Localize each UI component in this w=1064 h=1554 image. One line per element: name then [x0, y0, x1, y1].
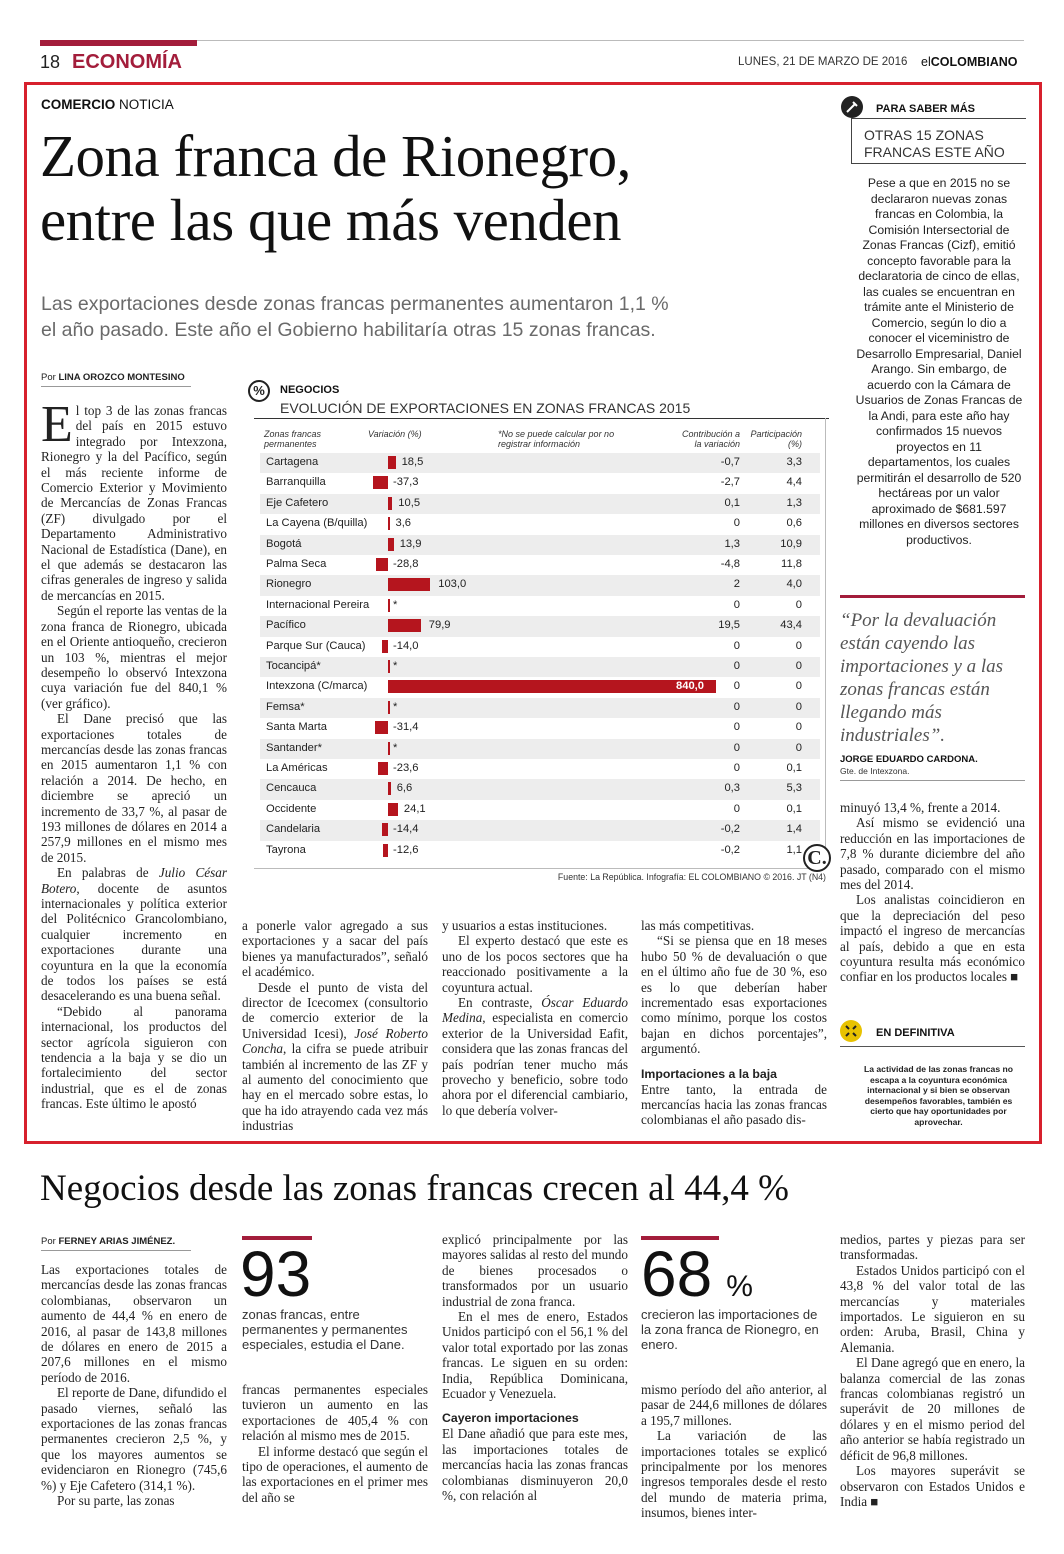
stat2-text: crecieron las importaciones de la zona franca de Rionegro, en enero. — [641, 1307, 819, 1352]
chart-row — [260, 473, 820, 493]
chart-row — [260, 514, 820, 534]
variation-label: * — [393, 700, 398, 713]
subhead-imports-fell: Cayeron importaciones — [442, 1411, 579, 1426]
share-value: 0,1 — [786, 802, 802, 815]
variation-label: -14,4 — [393, 823, 419, 836]
share-value: 3,3 — [786, 456, 802, 468]
share-value: 11,8 — [781, 558, 802, 570]
issue-date: LUNES, 21 DE MARZO DE 2016 — [738, 56, 908, 68]
row-zone-name: Pacífico — [266, 619, 306, 632]
chart-row — [260, 575, 820, 595]
exports-chart — [244, 378, 826, 884]
article2-column-1: Las exportaciones totales de mercancías desde las zonas francas colombianas, observaron un aumento de 44,4 % en enero de 2016, al pasar de 143,8 millones de dólares en enero de 2015 a 207,6 millones en el mismo período de 2016. El reporte de Dane, difundido el pasado viernes, señaló las exportaciones de las zonas francas permanentes crecieron 2,5 %, y que los mayores aumentos se evidenciaron en Rionegro (745,6 %) y Eje Cafetero (314,1 %). Por su parte, las zonas — [41, 1262, 227, 1509]
contribution-value: -4,8 — [720, 558, 740, 570]
contribution-value: 1,3 — [724, 537, 740, 550]
row-zone-name: Candelaria — [266, 823, 321, 836]
chart-row — [260, 453, 820, 473]
row-zone-name: Tocancipá* — [266, 660, 321, 672]
variation-bar — [376, 558, 388, 571]
share-value: 0,1 — [786, 762, 802, 774]
chart-row — [260, 494, 820, 514]
chart-row — [260, 779, 820, 799]
chart-row — [260, 841, 820, 861]
contribution-value: -0,7 — [720, 456, 740, 468]
variation-bar — [388, 517, 390, 530]
variation-label: 10,5 — [398, 496, 421, 509]
contribution-value: 0 — [733, 517, 740, 530]
variation-label: 18,5 — [401, 456, 424, 468]
variation-label: -28,8 — [393, 558, 419, 570]
sidebar-label: PARA SABER MÁS — [876, 103, 976, 115]
col-header-zone: Zonas francas permanentes — [264, 429, 322, 449]
chart-row — [260, 698, 820, 718]
pushpin-icon — [841, 96, 863, 118]
variation-bar — [388, 578, 430, 591]
byline: Por LINA OROZCO MONTESINO — [41, 372, 191, 387]
row-zone-name: Bogotá — [266, 537, 302, 550]
contribution-value: 0 — [733, 741, 740, 754]
share-value: 43,4 — [780, 619, 802, 632]
contribution-value: -0,2 — [720, 843, 740, 856]
variation-label: * — [393, 660, 398, 672]
chart-kicker: NEGOCIOS — [280, 384, 340, 396]
variation-bar — [382, 823, 388, 836]
share-value: 0 — [795, 680, 802, 693]
variation-label: * — [393, 598, 398, 611]
share-value: 0 — [795, 660, 802, 672]
section-accent-bar — [40, 40, 197, 46]
share-value: 0,6 — [786, 517, 802, 530]
subhead-imports: Importaciones a la baja — [641, 1066, 777, 1081]
variation-label: 13,9 — [399, 537, 422, 550]
contribution-value: 2 — [733, 578, 740, 591]
col-header-share: Participación (%) — [750, 429, 802, 449]
variation-label: 3,6 — [395, 517, 412, 530]
share-value: 0 — [795, 741, 802, 754]
contribution-value: 0 — [733, 700, 740, 713]
row-zone-name: Femsa* — [266, 700, 305, 713]
row-zone-name: Santa Marta — [266, 721, 327, 734]
share-value: 4,4 — [786, 476, 802, 489]
article-column-4: las más competitivas. “Si se piensa que en 18 meses hubo 50 % de devaluación o que en el último año fue de 30 %, eso es lo que deberían haber incrementado esas exportaciones como mínimo, porque los costos bajan en dichos porcentajes”, argumentó. Importaciones a la baja Entre tanto, la entrada de mercancías hacia las zonas francas colombianas el año pasado dis- — [641, 918, 827, 1128]
col-header-note: *No se puede calcular por no registrar información — [498, 429, 615, 449]
share-value: 0 — [795, 639, 802, 652]
row-zone-name: Rionegro — [266, 578, 312, 591]
share-value: 5,3 — [786, 782, 802, 795]
variation-label: 840,0 — [676, 680, 704, 693]
deck: Las exportaciones desde zonas francas permanentes aumentaron 1,1 % el año pasado. Este año el Gobierno habilitaría otras 15 zonas francas. — [41, 293, 669, 341]
col-header-contrib: Contribución a la variación — [681, 429, 740, 449]
variation-label: -31,4 — [393, 721, 419, 734]
article2-column-5: medios, partes y piezas para ser transformadas. Estados Unidos participó con el 43,8 % del valor total de las mercancías y materiales importados. Le siguieron en su orden: Aruba, Brasil, China y Alemania. El Dane agregó que en enero, la balanza comercial de las zonas francas colombianas registró un superávit de 20 millones de dólares y en el mismo period del año anterior se había registrado un déficit de 96,8 millones. Los mayores superávit se observaron con Estados Unidos e India ■ — [840, 1232, 1025, 1509]
variation-label: -37,3 — [393, 476, 419, 489]
contribution-value: 0,1 — [724, 496, 740, 509]
contribution-value: 0 — [733, 802, 740, 815]
contribution-value: 0 — [733, 598, 740, 611]
zero-axis-tick — [388, 701, 390, 714]
article-column-2: a ponerle valor agregado a sus exportaciones y a sacar del país bienes ya manufacturados”, señaló el académico. Desde el punto de vista del director de Icecomex (consultorio de comercio exterior de la Universidad Icesi), José Roberto Concha, la cifra se puede atribuir también al incremento de las ZF y al aumento del conocimiento que hay en el mercado sobre estas, lo que ha ido atrayendo cada vez más industrias — [242, 918, 429, 1134]
share-value: 10,9 — [780, 537, 802, 550]
variation-label: 24,1 — [403, 802, 426, 815]
headline: Zona franca de Rionegro, entre las que más venden — [40, 123, 631, 253]
quote-role: Gte. de Intexzona. — [840, 766, 910, 776]
row-zone-name: Santander* — [266, 741, 322, 754]
chart-row — [260, 555, 820, 575]
article-column-5: minuyó 13,4 %, frente a 2014. Así mismo se evidenció una reducción en las importaciones de 7,8 % durante diciembre del año pasado, comparado con el mismo mes del 2014. Los analistas coincidieron en que la depreciación del peso impactó el ingreso de mercancías al país, debido a que en esta coyuntura resulta más económico confiar en los productos locales ■ — [840, 800, 1025, 985]
variation-bar — [388, 497, 392, 510]
article2-column-3: explicó principalmente por las mayores salidas al resto del mundo de bienes procesados o transformados por un usuario industrial de zona franca. En el mes de enero, Estados Unidos participó con el 56,1 % del valor total exportado por las zonas francas. Le siguen en su orden: India, República Dominicana, Ecuador y Venezuela. Cayeron importaciones El Dane añadió que para este mes, las importaciones totales de mercancías hacia las zonas francas colombianas disminuyeron 20,0 %, con relación al — [442, 1232, 628, 1504]
contribution-value: 0,3 — [724, 782, 740, 795]
chart-right-rule — [825, 418, 826, 866]
chart-top-rule — [254, 418, 829, 419]
article-column-1: El top 3 de las zonas francas del país en 2015 estuvo integrado por Intexzona, Rionegro y la del Pacífico, según el más reciente informe de Comercio Exterior y Movimiento de Mercancías de Zonas Francas (ZF) divulgado por el Departamento Administrativo Nacional de Estadística (Dane), en el que además se destacaron las cifras generales de ingreso y salida de mercancías en 2015. Según el reporte las ventas de la zona franca de Rionegro, ubicada en el Oriente antioqueño, crecieron un 103 %, mientras el mejor desempeño lo observó Intexzona cuya variación fue del 840,1 % (ver gráfico). El Dane precisó que las exportaciones totales de mercancías desde las zonas francas en 2015 aumentaron 1,1 % con relación a 2014. De hecho, en diciembre se apreció un incremento de 33,7 %, al pasar de 193 millones de dólares en 2014 a 257,9 millones en el mismo mes de 2015. En palabras de Julio César Botero, docente de asuntos internacionales y política exterior del Politécnico Grancolombiano, cualquier incremento en exportaciones durante una coyuntura en la que la economía de todos los países se está desacelerando es una buena señal. “Debido al panorama internacional, los productos del sector agrícola siguieron con tendencia a la baja y se dio un fortalecimiento del sector industrial, que es el de zonas francas. Este último le apostó — [41, 396, 227, 1112]
conclusion-label: EN DEFINITIVA — [876, 1027, 955, 1039]
row-zone-name: La Américas — [266, 762, 328, 774]
contribution-value: -2,7 — [720, 476, 740, 489]
col-header-variation: Variación (%) — [368, 429, 422, 439]
variation-bar — [383, 844, 388, 857]
variation-label: 79,9 — [428, 619, 451, 632]
contribution-value: -0,2 — [720, 823, 740, 836]
sidebar-title: OTRAS 15 ZONAS FRANCAS ESTE AÑO — [864, 127, 1005, 160]
variation-label: -12,6 — [393, 843, 419, 856]
variation-label: 6,6 — [396, 782, 413, 795]
row-zone-name: Palma Seca — [266, 558, 327, 570]
page-number: 18 — [40, 52, 61, 72]
chart-row — [260, 596, 820, 616]
share-value: 1,3 — [786, 496, 802, 509]
variation-bar — [373, 476, 388, 489]
variation-bar — [388, 782, 391, 795]
row-zone-name: Occidente — [266, 802, 317, 815]
conclusion-rule — [840, 1046, 1025, 1047]
chart-source: Fuente: La República. Infografía: EL COLOMBIANO © 2016. JT (N4) — [557, 872, 826, 882]
zero-axis-tick — [388, 742, 390, 755]
share-value: 0 — [795, 721, 802, 734]
percent-icon: % — [248, 380, 270, 402]
el-colombiano-logo: C. — [803, 844, 831, 872]
variation-label: -14,0 — [393, 639, 419, 652]
chart-row — [260, 637, 820, 657]
variation-bar — [388, 803, 398, 816]
variation-label: 103,0 — [438, 578, 467, 591]
chart-rows — [260, 453, 820, 863]
article-column-3: y usuarios a estas instituciones. El experto destacó que este es uno de los pocos sectores que ha reaccionado positivamente a la coyuntura actual. En contraste, Óscar Eduardo Medina, especialista en comercio exterior de la Universidad Eafit, considera que las zonas francas del país podrían tener mucho más provecho y beneficio, sobre todo ahora por el diferencial cambiario, lo que debería volver- — [442, 918, 629, 1118]
article2-column-2: francas permanentes especiales tuvieron un aumento en las exportaciones de 405,4 % con relación al mismo mes de 2015. El informe destacó que según el tipo de operaciones, el aumento de las exportaciones en el primer mes del año se — [242, 1382, 428, 1505]
conclusion-icon — [840, 1020, 862, 1042]
stat1-number: 93 — [240, 1238, 312, 1310]
section-name: ECONOMÍA — [72, 51, 182, 73]
share-value: 4,0 — [786, 578, 802, 591]
variation-bar — [388, 619, 421, 632]
variation-bar — [382, 640, 388, 653]
zero-axis-tick — [388, 660, 390, 673]
share-value: 0 — [795, 700, 802, 713]
sidebar-body: Pese a que en 2015 no se declararon nuevas zonas francas en Colombia, la Comisión Intersectorial de Zonas Francas (Cizf), emitió concepto favorable para la declaratoria de cinco de ellas, las cuales se encuentran en trámite ante el Ministerio de Comercio, según lo dio a conocer el viceministro de Desarrollo Empresarial, Daniel Arango. Sin embargo, de acuerdo con la Cámara de Usuarios de Zonas Francas de la Andi, para este año hay confirmados 15 nuevos proyectos en 11 departamentos, los cuales permitirán el desarrollo de 520 hectáreas por un valor aproximado de $681.597 millones en diversos sectores productivos. — [855, 176, 1023, 547]
chart-row — [260, 677, 820, 697]
share-value: 1,4 — [786, 823, 802, 836]
contribution-value: 0 — [733, 762, 740, 774]
row-zone-name: Internacional Pereira — [266, 598, 370, 611]
chart-row — [260, 820, 820, 840]
quote-rule — [840, 595, 1025, 598]
sidebar-rule-left — [851, 118, 852, 164]
article2-column-4: mismo período del año anterior, al pasar de 244,6 millones de dólares a 195,7 millones. La variación de las importaciones totales se explicó principalmente por los menores ingresos temporales desde el resto del mundo de materia prima, insumos, bienes inter- — [641, 1382, 827, 1521]
row-zone-name: Parque Sur (Cauca) — [266, 639, 366, 652]
article2-byline: Por FERNEY ARIAS JIMÉNEZ. — [41, 1236, 191, 1251]
masthead-logo: elCOLOMBIANO — [921, 55, 1018, 69]
chart-row — [260, 535, 820, 555]
sidebar-rule — [851, 118, 1026, 119]
quote-bottom-rule — [840, 780, 1025, 781]
drop-cap: E — [41, 396, 73, 453]
chart-row — [260, 718, 820, 738]
row-zone-name: Tayrona — [266, 843, 306, 856]
article2-headline: Negocios desde las zonas francas crecen al 44,4 % — [40, 1168, 789, 1209]
row-zone-name: La Cayena (B/quilla) — [266, 517, 368, 530]
contribution-value: 0 — [733, 639, 740, 652]
variation-label: -23,6 — [393, 762, 419, 774]
article-kicker: COMERCIO NOTICIA — [41, 97, 174, 112]
share-value: 1,1 — [786, 843, 802, 856]
zero-axis-tick — [388, 599, 390, 612]
variation-bar — [388, 456, 396, 469]
variation-label: * — [393, 741, 398, 754]
variation-bar — [375, 721, 388, 734]
contribution-value: 0 — [733, 660, 740, 672]
chart-bottom-rule — [254, 868, 826, 869]
chart-title: EVOLUCIÓN DE EXPORTACIONES EN ZONAS FRANCAS 2015 — [280, 400, 691, 416]
chart-row — [260, 739, 820, 759]
row-zone-name: Barranquilla — [266, 476, 326, 489]
variation-bar — [378, 762, 388, 775]
variation-bar — [388, 538, 394, 551]
contribution-value: 19,5 — [718, 619, 740, 632]
row-zone-name: Cartagena — [266, 456, 319, 468]
variation-bar — [388, 680, 716, 693]
quote-author: JORGE EDUARDO CARDONA. — [840, 754, 978, 765]
chart-row — [260, 657, 820, 677]
pull-quote: “Por la devaluación están cayendo las importaciones y a las zonas francas están llegando más industriales”. — [840, 610, 1004, 746]
contribution-value: 0 — [733, 721, 740, 734]
stat1-text: zonas francas, entre permanentes y permanentes especiales, estudia el Dane. — [242, 1307, 408, 1352]
chart-row — [260, 616, 820, 636]
contribution-value: 0 — [733, 680, 740, 693]
share-value: 0 — [795, 598, 802, 611]
sidebar-title-rule — [851, 163, 1026, 164]
row-zone-name: Eje Cafetero — [266, 496, 329, 509]
row-zone-name: Cencauca — [266, 782, 317, 795]
stat2-number: 68 % — [641, 1238, 753, 1310]
chart-row — [260, 759, 820, 779]
conclusion-text: La actividad de las zonas francas no escapa a la coyuntura económica internacional y si bien se observan desempeños favorables, también es cierto que hay oportunidades por aprovechar. — [863, 1064, 1013, 1127]
row-zone-name: Intexzona (C/marca) — [266, 680, 368, 693]
chart-row — [260, 800, 820, 820]
